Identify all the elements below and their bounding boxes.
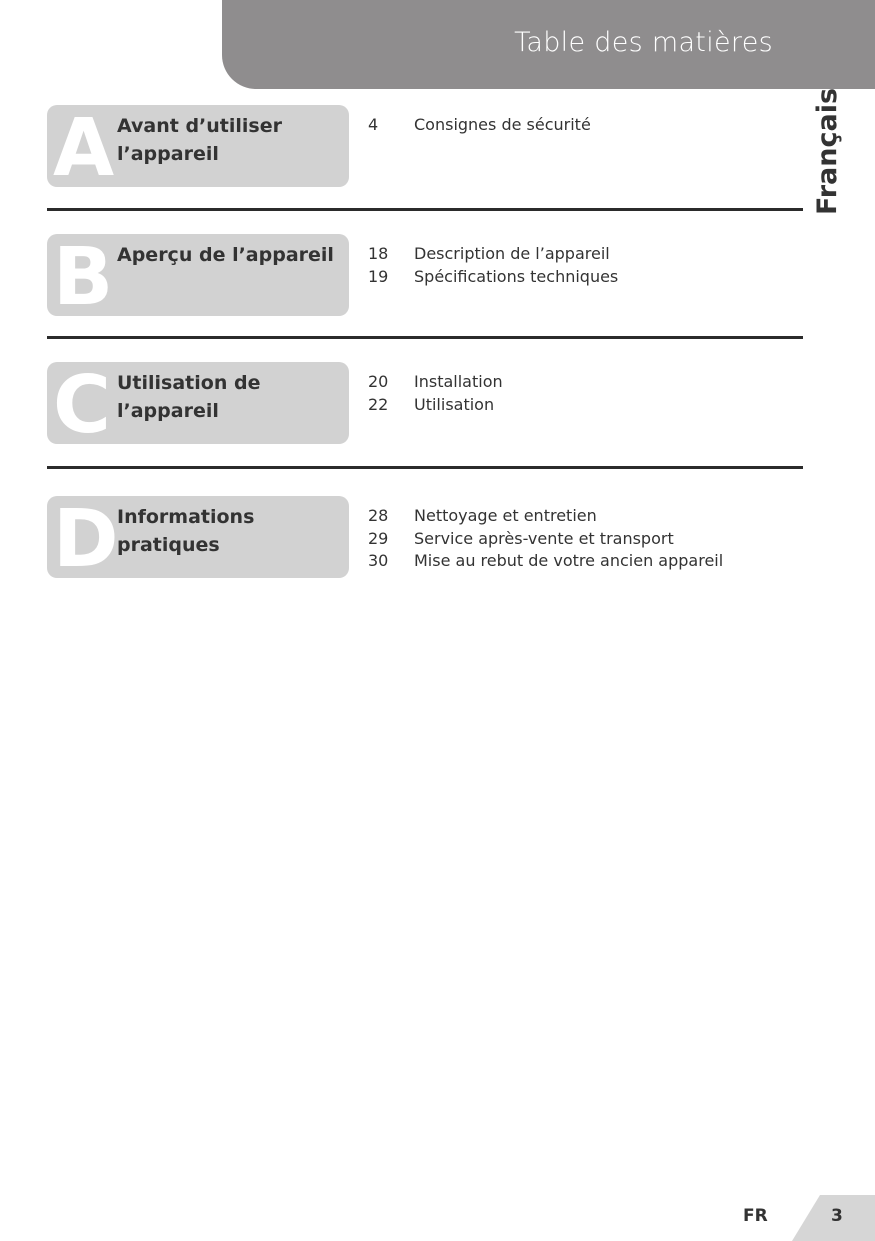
toc-page-number: 19: [368, 266, 389, 286]
section-title: Utilisation de l’appareil: [117, 372, 261, 422]
toc-entry-label: Mise au rebut de votre ancien appareil: [414, 551, 724, 570]
section-card[interactable]: [47, 105, 349, 187]
footer-language-code: FR: [743, 1206, 768, 1226]
toc-page-number: 29: [368, 528, 389, 548]
toc-page-number: 18: [368, 244, 389, 263]
toc-entry-label: Spécifications techniques: [414, 266, 619, 286]
toc-entry-label: Description de l’appareil: [414, 244, 610, 263]
toc-entry-label: Installation: [414, 372, 503, 391]
section-divider: [47, 466, 803, 469]
toc-entry[interactable]: [368, 243, 618, 266]
toc-entry[interactable]: [368, 114, 591, 137]
toc-entry-label: Service après-vente et transport: [414, 528, 674, 548]
toc-entries: [368, 371, 503, 416]
toc-entry[interactable]: [368, 266, 618, 289]
toc-entry[interactable]: [368, 505, 723, 528]
toc-page-number: 28: [368, 506, 389, 525]
header-bar: [222, 0, 875, 89]
section-card[interactable]: [47, 496, 349, 578]
toc-page-number: 4: [368, 115, 379, 134]
section-letter: A: [53, 105, 115, 187]
page-number: 3: [831, 1206, 843, 1226]
section-title: Informations pratiques: [117, 506, 255, 556]
section-divider: [47, 336, 803, 339]
section-card[interactable]: [47, 362, 349, 444]
toc-entries: [368, 243, 618, 288]
toc-page-number: 20: [368, 372, 389, 391]
section-letter: D: [53, 496, 119, 578]
toc-entry[interactable]: [368, 394, 503, 417]
toc-entry-label: Nettoyage et entretien: [414, 506, 597, 525]
section-letter: C: [53, 362, 111, 444]
toc-entries: [368, 505, 723, 573]
page-title: Table des matières: [514, 27, 773, 58]
toc-entry-label: Consignes de sécurité: [414, 115, 591, 134]
section-card[interactable]: [47, 234, 349, 316]
toc-entry[interactable]: [368, 550, 723, 573]
toc-entry-label: Utilisation: [414, 394, 495, 414]
toc-entries: [368, 114, 591, 137]
toc-page-number: 30: [368, 551, 389, 570]
section-divider: [47, 208, 803, 211]
toc-entry[interactable]: [368, 371, 503, 394]
language-side-label: Français: [812, 87, 843, 215]
toc-page-number: 22: [368, 394, 389, 414]
toc-entry[interactable]: [368, 528, 723, 551]
section-title: Avant d’utiliser l’appareil: [117, 115, 282, 165]
section-title: Aperçu de l’appareil: [117, 244, 334, 266]
section-letter: B: [53, 234, 114, 316]
